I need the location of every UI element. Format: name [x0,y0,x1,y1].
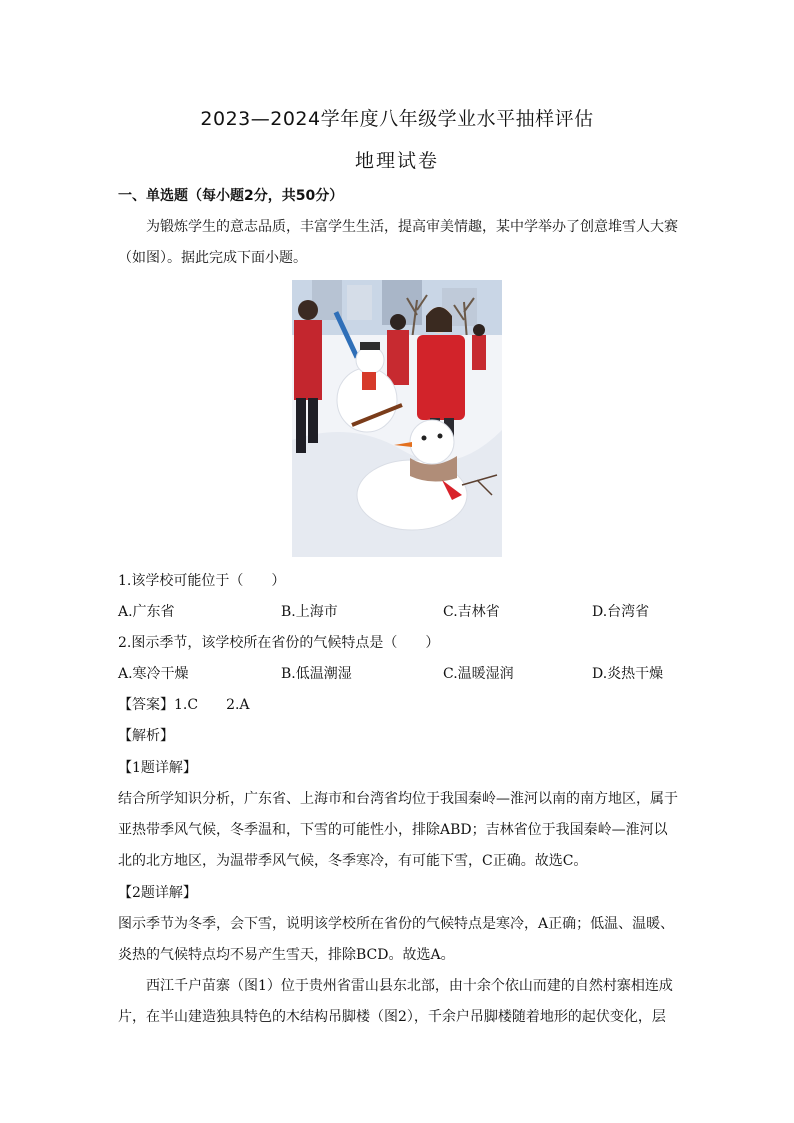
q2-option-d: D.炎热干燥 [592,666,664,682]
exam-title: 2023—2024学年度八年级学业水平抽样评估 [200,108,594,130]
q2-detail-line-1: 图示季节为冬季，会下雪，说明该学校所在省份的气候特点是寒冷，A正确；低温、温暖、 [118,916,675,932]
q2-option-c: C.温暖湿润 [443,666,514,682]
q2-option-a: A.寒冷干燥 [118,666,189,682]
intro-line-1: 为锻炼学生的意志品质，丰富学生生活，提高审美情趣，某中学举办了创意堆雪人大赛 [146,219,678,235]
q1-option-c: C.吉林省 [443,604,500,620]
passage2-line-1: 西江千户苗寨（图1）位于贵州省雷山县东北部，由十余个依山而建的自然村寨相连成 [146,978,673,994]
q1-option-d: D.台湾省 [592,604,650,620]
q1-option-a: A.广东省 [118,604,175,620]
answer-line: 【答案】1.C 2.A [118,697,250,713]
analysis-heading: 【解析】 [118,728,174,744]
passage2-line-2: 片，在半山建造独具特色的木结构吊脚楼（图2），千余户吊脚楼随着地形的起伏变化，层 [118,1009,666,1025]
q2-detail-heading: 【2题详解】 [118,885,197,901]
q1-stem: 1.该学校可能位于（ ） [118,573,286,589]
q2-detail-line-2: 炎热的气候特点均不易产生雪天，排除BCD。故选A。 [118,947,455,963]
q1-detail-line-2: 亚热带季风气候，冬季温和，下雪的可能性小，排除ABD；吉林省位于我国秦岭—淮河以 [118,822,668,838]
section-heading: 一、单选题（每小题2分，共50分） [118,188,344,204]
q1-detail-line-1: 结合所学知识分析，广东省、上海市和台湾省均位于我国秦岭—淮河以南的南方地区，属于 [118,791,678,807]
snowman-photo-icon [292,280,502,557]
q1-detail-line-3: 北的北方地区，为温带季风气候，冬季寒冷，有可能下雪，C正确。故选C。 [118,853,588,869]
intro-line-2: （如图）。据此完成下面小题。 [118,250,307,266]
snowman-photo [292,280,502,557]
q2-option-b: B.低温潮湿 [281,666,352,682]
q2-stem: 2.图示季节，该学校所在省份的气候特点是（ ） [118,635,440,651]
q1-option-b: B.上海市 [281,604,338,620]
q1-detail-heading: 【1题详解】 [118,760,197,776]
exam-subtitle: 地理试卷 [354,150,439,172]
